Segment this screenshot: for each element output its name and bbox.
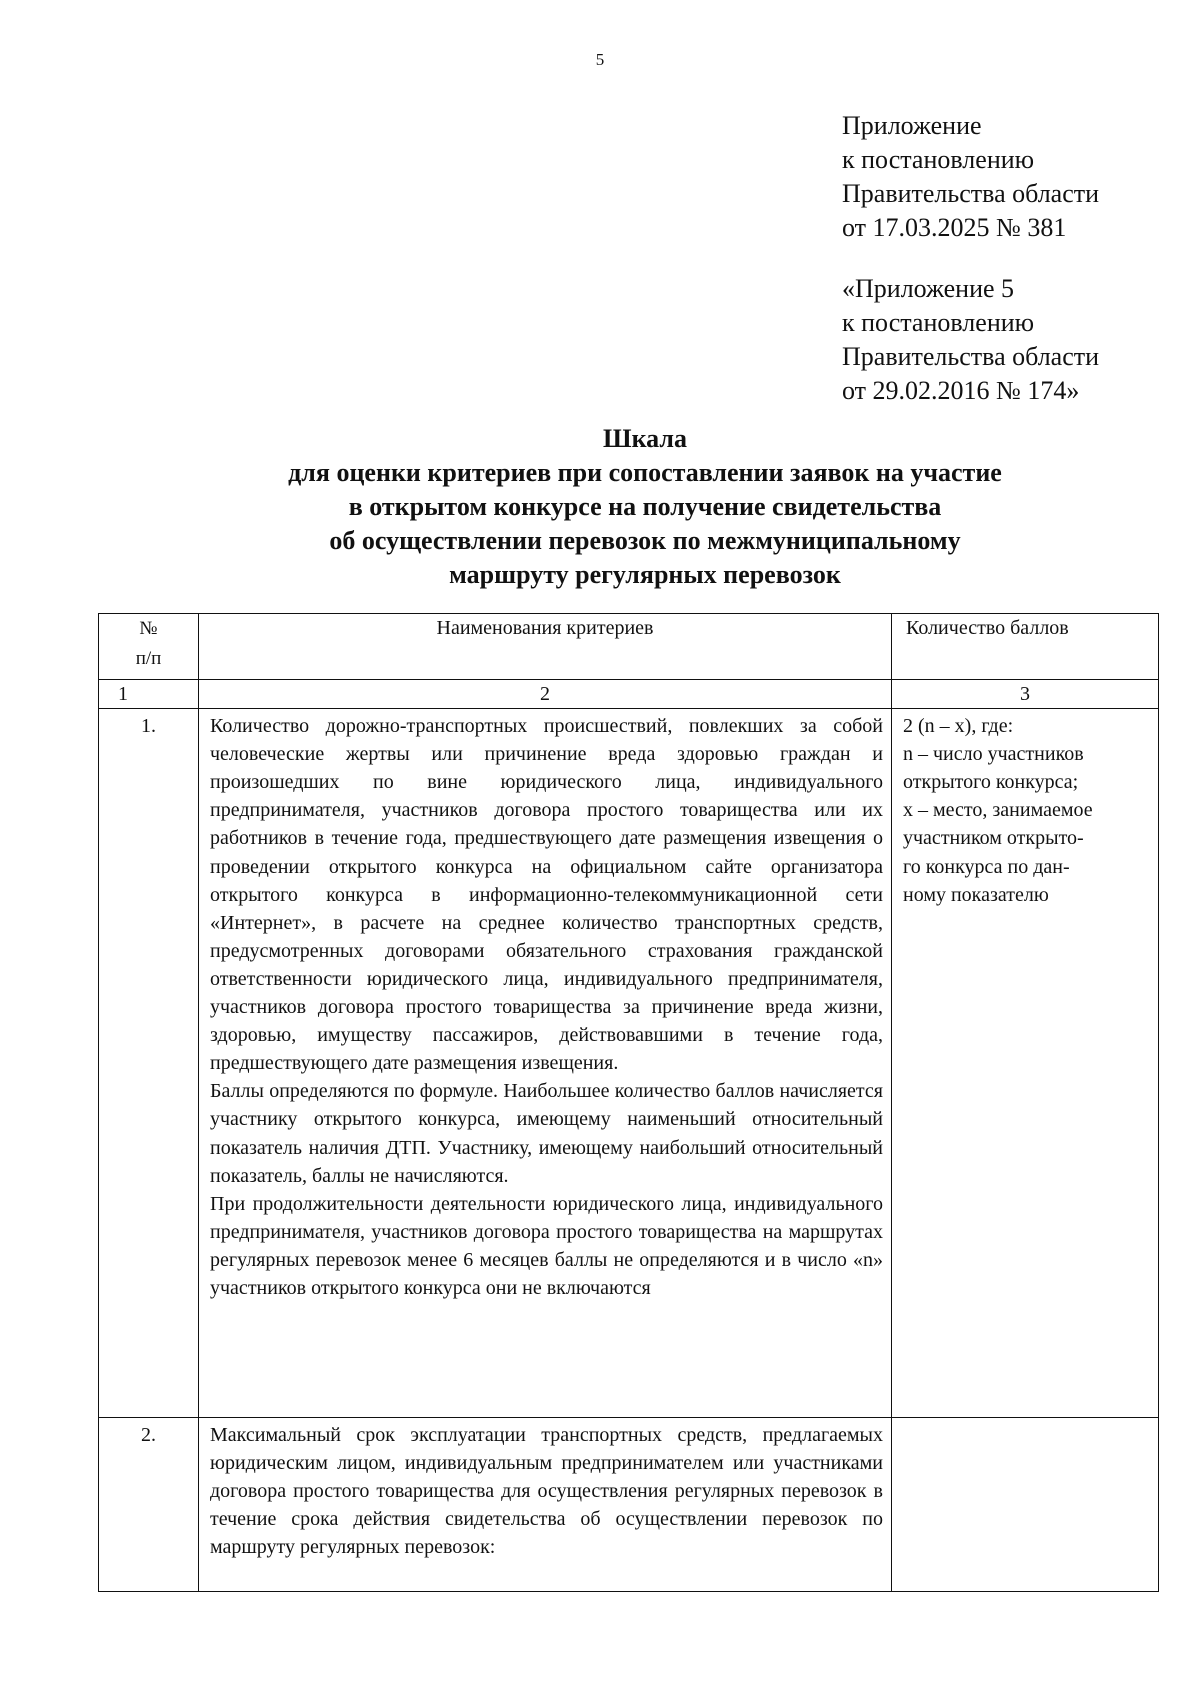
points-line: x – место, занимаемое	[903, 799, 1093, 822]
document-title	[150, 422, 1140, 592]
title-line: в открытом конкурсе на получение свидетельства	[348, 492, 942, 521]
points-line: участником открыто-	[903, 827, 1084, 850]
table-row	[99, 709, 1159, 1418]
points-formula	[892, 1418, 1159, 1592]
points-line: 2 (n – x), где:	[903, 715, 1014, 738]
header-points: Количество баллов	[892, 614, 1159, 680]
appendix-line: от 17.03.2025 № 381	[842, 213, 1067, 242]
criterion-text	[199, 1418, 892, 1592]
appendix-header	[842, 109, 1172, 245]
title-line: Шкала	[603, 424, 687, 453]
original-appendix-header	[842, 272, 1172, 408]
criteria-table	[98, 613, 1159, 1592]
criterion-text	[199, 709, 892, 1418]
header-number-abbrev: п/п	[135, 648, 162, 669]
column-number: 1	[99, 680, 199, 709]
appendix-line: к постановлению	[842, 145, 1035, 174]
original-appendix-line: «Приложение 5	[842, 274, 1015, 303]
criterion-paragraph: Максимальный срок эксплуатации транспортных средств, предлагаемых юридическим лицом, индивидуальным предпринимателем или участниками договора простого товарищества для осуществления регулярных перевозок в течение срока действия свидетельства об осуществлении перевозок по маршруту регулярных перевозок:	[210, 1424, 883, 1559]
column-number-row	[99, 680, 1159, 709]
points-line: го конкурса по дан-	[903, 855, 1070, 878]
title-line: для оценки критериев при сопоставлении заявок на участие	[288, 458, 1002, 487]
criterion-paragraph: Баллы определяются по формуле. Наибольшее количество баллов начисляется участнику открытого конкурса, имеющему наименьший относительный показатель наличия ДТП. Участнику, имеющему наибольший относительный показатель, баллы не начисляются.	[210, 1080, 883, 1187]
points-formula	[892, 709, 1159, 1418]
row-index: 2.	[99, 1418, 199, 1592]
table-row	[99, 1418, 1159, 1592]
page-number: 5	[595, 50, 605, 69]
column-number: 2	[199, 680, 892, 709]
appendix-line: Приложение	[842, 111, 982, 140]
table-header-row	[99, 614, 1159, 680]
title-line: маршруту регулярных перевозок	[449, 560, 841, 589]
appendix-line: Правительства области	[842, 179, 1100, 208]
header-number	[99, 614, 199, 680]
original-appendix-line: к постановлению	[842, 308, 1035, 337]
title-line: об осуществлении перевозок по межмуниципальному	[329, 526, 961, 555]
criterion-paragraph: При продолжительности деятельности юридического лица, индивидуального предпринимателя, участников договора простого товарищества на маршрутах регулярных перевозок менее 6 месяцев баллы не определяются и в число «n» участников открытого конкурса они не включаются	[210, 1192, 883, 1299]
header-number-symbol: №	[139, 618, 158, 639]
criterion-paragraph: Количество дорожно-транспортных происшествий, повлекших за собой человеческие жертвы или причинение вреда здоровью граждан и произошедших по вине юридического лица, индивидуального предпринимателя, участников договора простого товарищества или их работников в течение года, предшествующего дате размещения извещения о проведении открытого конкурса на официальном сайте организатора открытого конкурса в информационно-телекоммуникационной сети «Интернет», в расчете на среднее количество транспортных средств, предусмотренных договорами обязательного страхования гражданской ответственности юридического лица, индивидуального предпринимателя, участников договора простого товарищества за причинение вреда жизни, здоровью, имуществу пассажиров, действовавшими в течение года, предшествующего дате размещения извещения.	[210, 715, 883, 1075]
header-criteria: Наименования критериев	[199, 614, 892, 680]
points-line: n – число участников	[903, 743, 1084, 766]
points-line: открытого конкурса;	[903, 771, 1079, 794]
column-number: 3	[892, 680, 1159, 709]
original-appendix-line: от 29.02.2016 № 174»	[842, 376, 1080, 405]
points-line: ному показателю	[903, 883, 1049, 906]
row-index: 1.	[99, 709, 199, 1418]
original-appendix-line: Правительства области	[842, 342, 1100, 371]
